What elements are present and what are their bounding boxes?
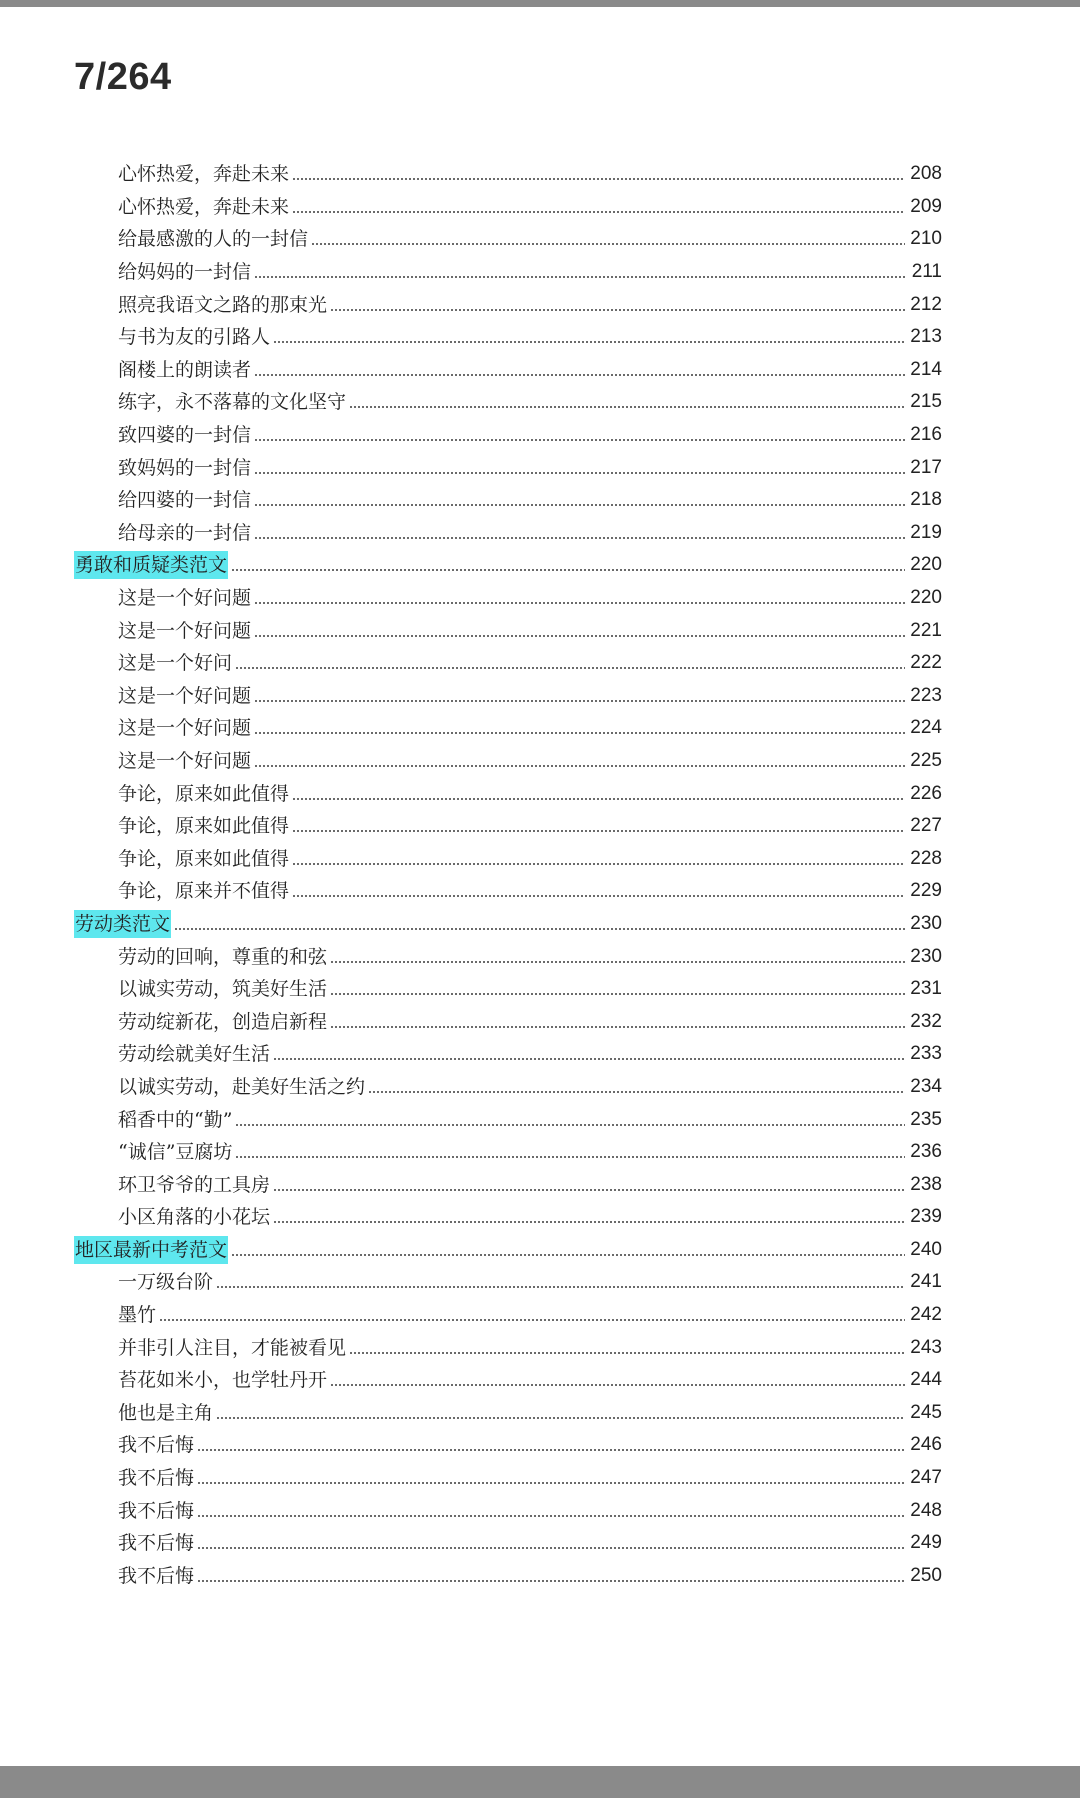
top-bar [0, 0, 1080, 7]
toc-entry-page-number: 238 [910, 1173, 942, 1195]
dot-leader [311, 243, 905, 245]
dot-leader [216, 1417, 905, 1419]
toc-entry[interactable] [0, 1462, 1080, 1495]
toc-entry-page-number: 244 [910, 1369, 942, 1391]
toc-entry-page-number: 227 [910, 815, 942, 837]
toc-entry-page-number: 239 [910, 1206, 942, 1228]
toc-entry-title: 以诚实劳动，筑美好生活 [118, 978, 328, 1001]
dot-leader [330, 1384, 905, 1386]
toc-entry[interactable] [0, 777, 1080, 810]
toc-entry-title: 劳动的回响，尊重的和弦 [118, 945, 328, 968]
toc-entry-title: 争论，原来如此值得 [118, 815, 290, 838]
dot-leader [292, 895, 905, 897]
bottom-bar [0, 1766, 1080, 1798]
toc-entry-title: 苔花如米小，也学牡丹开 [118, 1369, 328, 1392]
dot-leader [254, 276, 905, 278]
toc-entry-title: 墨竹 [118, 1304, 157, 1327]
toc-entry-title: 劳动类范文 [74, 910, 171, 938]
toc-entry[interactable] [0, 386, 1080, 419]
dot-leader [197, 1547, 905, 1549]
toc-section-entry[interactable] [0, 908, 1080, 941]
toc-entry[interactable] [0, 1429, 1080, 1462]
dot-leader [254, 504, 905, 506]
toc-entry[interactable] [0, 321, 1080, 354]
toc-entry-title: 劳动绽新花，创造启新程 [118, 1010, 328, 1033]
toc-entry[interactable] [0, 1331, 1080, 1364]
toc-entry-title: 小区角落的小花坛 [118, 1206, 271, 1229]
toc-entry[interactable] [0, 288, 1080, 321]
toc-entry-page-number: 218 [910, 489, 942, 511]
toc-entry-title: 环卫爷爷的工具房 [118, 1173, 271, 1196]
toc-entry-page-number: 234 [910, 1075, 942, 1097]
toc-entry-title: 练字，永不落幕的文化坚守 [118, 391, 347, 414]
toc-entry-title: 心怀热爱，奔赴未来 [118, 163, 290, 186]
toc-entry-title: 他也是主角 [118, 1401, 214, 1424]
dot-leader [330, 309, 905, 311]
dot-leader [292, 863, 905, 865]
dot-leader [273, 1058, 905, 1060]
toc-entry[interactable] [0, 1038, 1080, 1071]
toc-entry-page-number: 220 [910, 554, 942, 576]
toc-entry-title: 争论，原来并不值得 [118, 880, 290, 903]
toc-entry-page-number: 228 [910, 847, 942, 869]
toc-entry-title: 我不后悔 [118, 1499, 195, 1522]
dot-leader [330, 993, 905, 995]
toc-entry-title: 这是一个好问题 [118, 749, 252, 772]
toc-entry[interactable] [0, 582, 1080, 615]
toc-entry[interactable] [0, 1397, 1080, 1430]
dot-leader [235, 667, 905, 669]
toc-entry[interactable] [0, 1266, 1080, 1299]
dot-leader [254, 537, 905, 539]
toc-entry-title: 这是一个好问题 [118, 587, 252, 610]
toc-section-entry[interactable] [0, 1234, 1080, 1267]
toc-entry-title: 争论，原来如此值得 [118, 782, 290, 805]
dot-leader [254, 732, 905, 734]
toc-entry-page-number: 210 [910, 228, 942, 250]
toc-entry-title: “诚信”豆腐坊 [118, 1141, 233, 1164]
toc-entry-page-number: 211 [911, 261, 942, 283]
toc-entry-page-number: 215 [910, 391, 942, 413]
toc-entry[interactable] [0, 1201, 1080, 1234]
toc-entry-title: 给母亲的一封信 [118, 521, 252, 544]
toc-entry[interactable] [0, 1071, 1080, 1104]
dot-leader [235, 1124, 905, 1126]
toc-entry[interactable] [0, 614, 1080, 647]
dot-leader [254, 635, 905, 637]
toc-entry[interactable] [0, 191, 1080, 224]
toc-entry-title: 致四婆的一封信 [118, 424, 252, 447]
dot-leader [254, 765, 905, 767]
toc-entry-page-number: 217 [910, 456, 942, 478]
toc-entry-title: 以诚实劳动，赴美好生活之约 [118, 1075, 366, 1098]
toc-entry-page-number: 249 [910, 1532, 942, 1554]
toc-entry-page-number: 242 [910, 1304, 942, 1326]
dot-leader [254, 472, 905, 474]
toc-entry-title: 并非引人注目，才能被看见 [118, 1336, 347, 1359]
toc-entry-page-number: 246 [910, 1434, 942, 1456]
toc-entry-page-number: 240 [910, 1238, 942, 1260]
toc-entry-page-number: 225 [910, 749, 942, 771]
toc-entry-title: 给四婆的一封信 [118, 489, 252, 512]
dot-leader [273, 1221, 905, 1223]
toc-entry[interactable] [0, 419, 1080, 452]
dot-leader [254, 374, 905, 376]
dot-leader [197, 1449, 905, 1451]
toc-entry[interactable] [0, 1527, 1080, 1560]
toc-entry-title: 与书为友的引路人 [118, 326, 271, 349]
toc-entry-page-number: 231 [910, 978, 942, 1000]
toc-entry-page-number: 209 [910, 195, 942, 217]
dot-leader [273, 1189, 905, 1191]
toc-entry-title: 一万级台阶 [118, 1271, 214, 1294]
toc-entry-title: 争论，原来如此值得 [118, 847, 290, 870]
dot-leader [273, 341, 905, 343]
dot-leader [159, 1319, 905, 1321]
toc-entry-page-number: 220 [910, 587, 942, 609]
toc-entry-title: 我不后悔 [118, 1564, 195, 1587]
dot-leader [349, 406, 905, 408]
toc-entry[interactable] [0, 1168, 1080, 1201]
dot-leader [292, 178, 905, 180]
toc-entry[interactable] [0, 354, 1080, 387]
toc-entry[interactable] [0, 875, 1080, 908]
toc-entry-page-number: 235 [910, 1108, 942, 1130]
toc-entry[interactable] [0, 1299, 1080, 1332]
toc-entry-page-number: 233 [910, 1043, 942, 1065]
table-of-contents [0, 158, 1080, 1592]
toc-entry-title: 我不后悔 [118, 1434, 195, 1457]
toc-entry[interactable] [0, 451, 1080, 484]
toc-entry-title: 阁楼上的朗读者 [118, 358, 252, 381]
toc-entry-page-number: 230 [910, 912, 942, 934]
toc-entry[interactable] [0, 223, 1080, 256]
dot-leader [330, 961, 905, 963]
toc-entry-title: 稻香中的“勤” [118, 1108, 233, 1131]
toc-entry[interactable] [0, 940, 1080, 973]
toc-entry[interactable] [0, 973, 1080, 1006]
dot-leader [330, 1026, 905, 1028]
page-indicator: 7/264 [74, 56, 172, 98]
dot-leader [174, 928, 905, 930]
toc-entry-title: 心怀热爱，奔赴未来 [118, 195, 290, 218]
dot-leader [254, 439, 905, 441]
toc-entry-page-number: 236 [910, 1141, 942, 1163]
toc-entry-page-number: 232 [910, 1010, 942, 1032]
dot-leader [349, 1352, 905, 1354]
dot-leader [292, 798, 905, 800]
toc-entry-page-number: 212 [910, 293, 942, 315]
dot-leader [216, 1286, 905, 1288]
toc-entry-page-number: 230 [910, 945, 942, 967]
toc-entry-title: 给最感激的人的一封信 [118, 228, 309, 251]
dot-leader [197, 1482, 905, 1484]
toc-entry-title: 给妈妈的一封信 [118, 261, 252, 284]
dot-leader [231, 1254, 905, 1256]
toc-entry-title: 劳动绘就美好生活 [118, 1043, 271, 1066]
toc-section-entry[interactable] [0, 549, 1080, 582]
toc-entry[interactable] [0, 1364, 1080, 1397]
dot-leader [292, 211, 905, 213]
toc-entry[interactable] [0, 712, 1080, 745]
toc-entry-title: 地区最新中考范文 [74, 1236, 228, 1264]
toc-entry[interactable] [0, 1103, 1080, 1136]
toc-entry[interactable] [0, 484, 1080, 517]
toc-entry-title: 我不后悔 [118, 1467, 195, 1490]
toc-entry[interactable] [0, 256, 1080, 289]
dot-leader [254, 700, 905, 702]
toc-entry[interactable] [0, 680, 1080, 713]
toc-entry-title: 这是一个好问题 [118, 619, 252, 642]
toc-entry-title: 这是一个好问题 [118, 684, 252, 707]
toc-entry-page-number: 243 [910, 1336, 942, 1358]
toc-entry-title: 我不后悔 [118, 1532, 195, 1555]
toc-entry-page-number: 222 [910, 652, 942, 674]
toc-entry-page-number: 224 [910, 717, 942, 739]
toc-entry-page-number: 221 [910, 619, 942, 641]
dot-leader [292, 830, 905, 832]
toc-entry[interactable] [0, 842, 1080, 875]
dot-leader [368, 1091, 905, 1093]
toc-entry-title: 勇敢和质疑类范文 [74, 551, 228, 579]
toc-entry[interactable] [0, 810, 1080, 843]
toc-entry-title: 致妈妈的一封信 [118, 456, 252, 479]
toc-entry[interactable] [0, 517, 1080, 550]
toc-entry-page-number: 223 [910, 684, 942, 706]
toc-entry-page-number: 248 [910, 1499, 942, 1521]
toc-entry[interactable] [0, 745, 1080, 778]
toc-entry-page-number: 241 [910, 1271, 942, 1293]
toc-entry-page-number: 250 [910, 1564, 942, 1586]
toc-entry-page-number: 247 [910, 1467, 942, 1489]
dot-leader [231, 569, 905, 571]
toc-entry-page-number: 213 [910, 326, 942, 348]
toc-entry-title: 这是一个好问题 [118, 717, 252, 740]
toc-entry-page-number: 229 [910, 880, 942, 902]
toc-entry[interactable] [0, 1005, 1080, 1038]
toc-entry[interactable] [0, 1560, 1080, 1593]
toc-entry-page-number: 208 [910, 163, 942, 185]
toc-entry[interactable] [0, 158, 1080, 191]
dot-leader [235, 1156, 905, 1158]
toc-entry[interactable] [0, 1136, 1080, 1169]
dot-leader [197, 1580, 905, 1582]
toc-entry[interactable] [0, 1494, 1080, 1527]
dot-leader [254, 602, 905, 604]
toc-entry-page-number: 219 [910, 521, 942, 543]
toc-entry[interactable] [0, 647, 1080, 680]
toc-entry-page-number: 226 [910, 782, 942, 804]
toc-entry-page-number: 214 [910, 358, 942, 380]
toc-entry-title: 这是一个好问 [118, 652, 233, 675]
toc-entry-page-number: 245 [910, 1401, 942, 1423]
dot-leader [197, 1515, 905, 1517]
toc-entry-title: 照亮我语文之路的那束光 [118, 293, 328, 316]
toc-entry-page-number: 216 [910, 424, 942, 446]
